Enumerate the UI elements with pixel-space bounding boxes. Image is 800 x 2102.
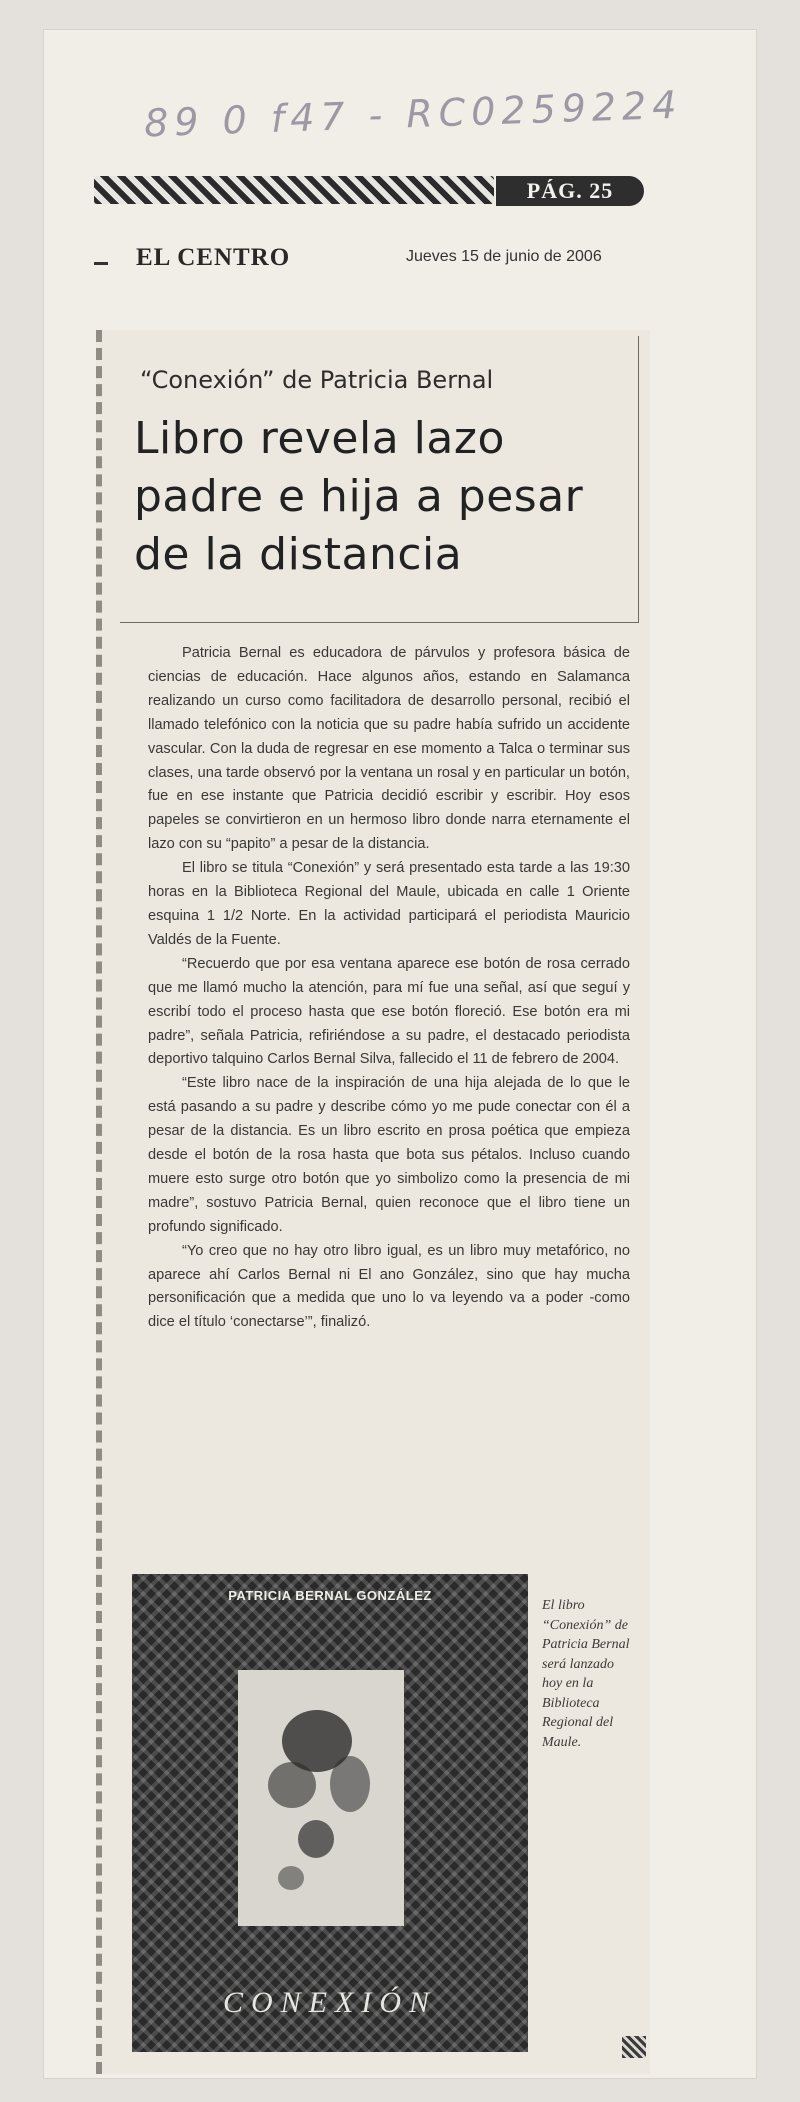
article-paragraph: “Recuerdo que por esa ventana aparece ese botón de rosa cerrado que me llamó mucho la atención, para mí fue una señal, así que seguí y escribí todo el proceso hasta que ese botón floreció. Ese botón era mi padre”, señala Patricia, refiriéndose a su padre, el destacado periodista deportivo talquino Carlos Bernal Silva, fallecido el 11 de febrero de 2004.	[148, 955, 630, 1068]
article-paragraph: “Este libro nace de la inspiración de una hija alejada de lo que le está pasando a su padre y describe cómo yo me pude conectar con él a pesar de la distancia. Es un libro escrito en prosa poética que empieza desde el botón de la rosa hasta que bota sus pétalos. Incluso cuando muere esto surge otro botón que yo simbolizo como la presencia de mi madre”, sostuvo Patricia Bernal, quien reconoce que el libro tiene un profundo significado.	[148, 1075, 630, 1235]
book-cover-author: PATRICIA BERNAL GONZÁLEZ	[228, 1588, 432, 1603]
publication-date: Jueves 15 de junio de 2006	[406, 248, 602, 265]
book-cover-flower-art	[238, 1670, 404, 1926]
masthead-pattern-bar	[94, 176, 494, 204]
article-body	[148, 642, 630, 1335]
photo-caption: El libro “Conexión” de Patricia Bernal será lanzado hoy en la Biblioteca Regional del Maule.	[542, 1598, 630, 1750]
article-kicker: “Conexión” de Patricia Bernal	[140, 366, 494, 394]
book-cover-photo	[132, 1574, 528, 2052]
scanned-page	[44, 30, 756, 2078]
newspaper-name: EL CENTRO	[136, 244, 291, 271]
article-paragraph: El libro se titula “Conexión” y será presentado esta tarde a las 19:30 horas en la Biblioteca Regional del Maule, ubicada en calle 1 Oriente esquina 1 1/2 Norte. En la actividad participará el periodista Mauricio Valdés de la Fuente.	[148, 860, 630, 948]
handwritten-archive-reference: 89 0 f47 - RC0259224	[143, 82, 684, 146]
page-number-badge: PÁG. 25	[496, 176, 644, 206]
article-paragraph: “Yo creo que no hay otro libro igual, es un libro muy metafórico, no aparece ahí Carlos Bernal ni El ano González, sino que hay mucha personificación que a medida que uno lo va leyendo va a poder -como dice el título ‘conectarse’”, finalizó.	[148, 1242, 630, 1331]
article-end-mark	[622, 2036, 646, 2058]
masthead-dash	[94, 262, 108, 265]
article-clipping	[96, 330, 650, 2074]
article-paragraph: Patricia Bernal es educadora de párvulos y profesora básica de ciencias de educación. Hace algunos años, estando en Salamanca realizando un curso como facilitadora de desarrollo personal, recibió el llamado telefónico con la noticia que su padre había sufrido un accidente vascular. Con la duda de regresar en ese momento a Talca o terminar sus clases, una tarde observó por la ventana un rosal y en particular un botón, fue en ese instante que Patricia decidió escribir y escribir. Hoy esos papeles se convirtieron en un hermoso libro donde narra eternamente el lazo con su “papito” a pesar de la distancia.	[148, 645, 630, 853]
article-headline: Libro revela lazo padre e hija a pesar de la distancia	[134, 413, 584, 580]
book-cover-title: CONEXIÓN	[223, 1986, 437, 2019]
